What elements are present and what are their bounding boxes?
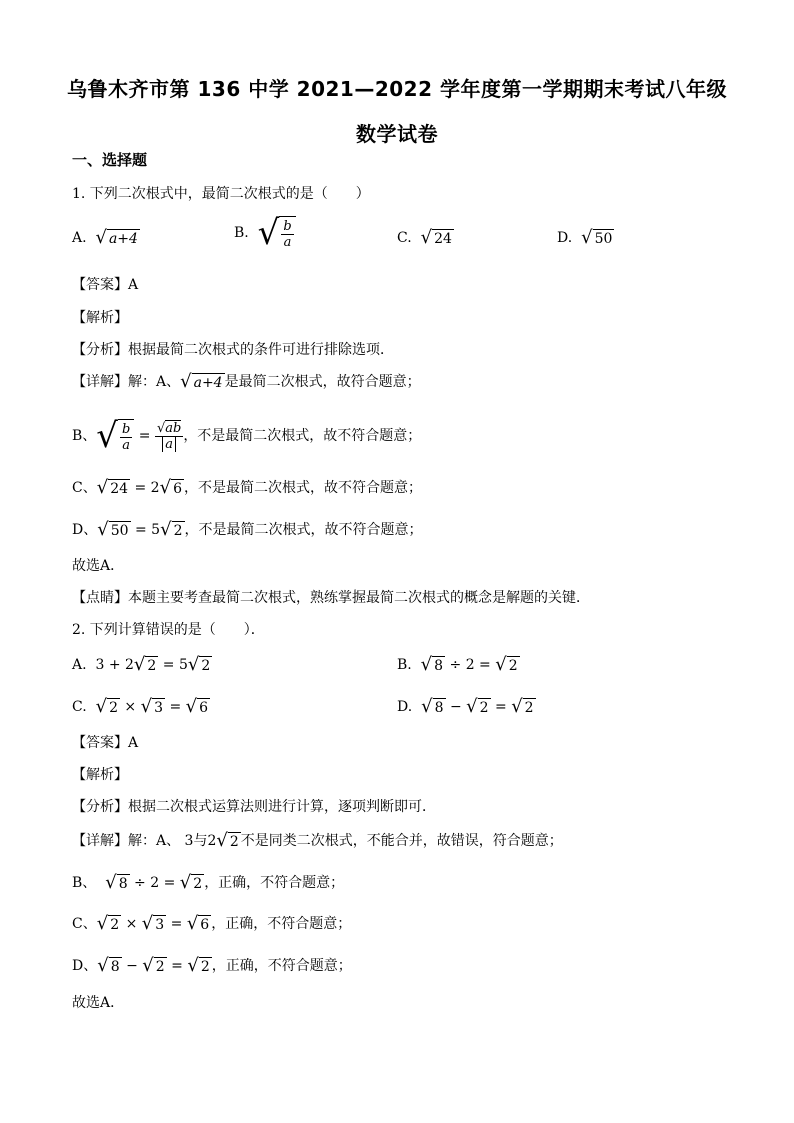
q1-fenxi: 【分析】根据最简二次根式的条件可进行排除选项． <box>72 342 394 358</box>
q1-option-d <box>557 227 614 249</box>
q1-detail-b: B、√ $\frac{b}{a}$ = $\frac{√ab}{a}$ ，不是最简二次根式，故不符合题意； <box>72 416 422 456</box>
q1-option-b <box>234 213 296 253</box>
q1-answer: 【答案】A <box>72 277 139 293</box>
detail-prefix: B、 <box>72 428 97 444</box>
detail-prefix: D、 <box>72 958 98 974</box>
detail-suffix: ，正确，不符合题意； <box>211 958 352 974</box>
option-label: B. <box>234 225 249 241</box>
detail-prefix: C、 <box>72 916 97 932</box>
radicand: a+4 <box>193 374 223 391</box>
option-label: A. <box>72 657 87 673</box>
sqrt-fraction: √ $\frac{b}{a}$ <box>96 418 134 454</box>
sqrt-expr: √ 50 <box>581 227 613 248</box>
sqrt-expr: √ a+4 <box>95 227 138 248</box>
sqrt-fraction: √ $\frac{b}{a}$ <box>258 216 296 250</box>
result-fraction: $\frac{√ab}{a}$ <box>156 420 182 452</box>
q1-option-a <box>72 227 140 249</box>
section-heading: 一、选择题 <box>72 151 148 169</box>
radicand: 24 <box>110 480 129 497</box>
q2-fenxi: 【分析】根据二次根式运算法则进行计算，逐项判断即可． <box>72 799 436 815</box>
option-label: C. <box>72 699 87 715</box>
detail-prefix: 【详解】解：A、 3与 <box>72 833 208 849</box>
detail-prefix: 【详解】解：A、 <box>72 374 181 390</box>
sqrt-expr: √ 50 <box>97 519 129 540</box>
q2-detail-c: C、√ 2 × √ 3 = √ 6 ，正确，不符合题意； <box>72 913 352 934</box>
radicand: 50 <box>110 522 129 539</box>
option-label: A. <box>72 230 87 246</box>
detail-suffix: 是最简二次根式，故符合题意； <box>224 374 421 390</box>
option-label: D. <box>557 230 573 246</box>
option-label: C. <box>397 230 412 246</box>
detail-suffix: ，正确，不符合题意； <box>211 916 352 932</box>
radicand: 24 <box>434 230 452 247</box>
sqrt-expr: √ a+4 <box>180 371 223 392</box>
q1-detail-d: D、√ 50 = 5√ 2 ，不是最简二次根式，故不符合题意； <box>72 519 423 540</box>
sqrt-expr: √ 24 <box>420 227 452 248</box>
q2-option-c: C. √ 2 × √ 3 = √ 6 <box>72 696 209 717</box>
radicand: 50 <box>594 230 613 247</box>
detail-suffix: ，不是最简二次根式，故不符合题意； <box>183 480 422 496</box>
option-label: D. <box>397 699 413 715</box>
numerator: b <box>121 422 131 437</box>
q2-stem: 2. 下列计算错误的是（ ）． <box>72 622 265 638</box>
exam-title-line1: 乌鲁木齐市第 136 中学 2021—2022 学年度第一学期期末考试八年级 <box>67 77 727 101</box>
q2-option-d: D. √ 8 − √ 2 = √ 2 <box>397 696 534 717</box>
detail-suffix: 不是同类二次根式，不能合并，故错误，符合题意； <box>240 833 563 849</box>
detail-prefix: B、 <box>72 875 97 891</box>
detail-suffix: ，正确，不符合题意； <box>204 875 345 891</box>
sqrt-expr: √ 24 <box>96 477 129 498</box>
numerator: b <box>283 219 292 234</box>
radicand: a+4 <box>108 230 138 247</box>
q1-jiexi: 【解析】 <box>72 310 128 326</box>
q1-option-c <box>397 227 454 249</box>
q2-detail-d: D、√ 8 − √ 2 = √ 2 ，正确，不符合题意； <box>72 955 352 976</box>
detail-prefix: C、 <box>72 480 97 496</box>
q2-answer: 【答案】A <box>72 735 139 751</box>
q2-detail-b: B、 √ 8 ÷ 2 = √ 2 ，正确，不符合题意； <box>72 872 345 893</box>
q2-conclusion: 故选A． <box>72 995 125 1011</box>
q1-conclusion: 故选A． <box>72 558 125 574</box>
q2-jiexi: 【解析】 <box>72 767 128 783</box>
denominator: a <box>122 438 131 453</box>
denominator: a <box>283 235 292 250</box>
q2-detail-a: 【详解】解：A、 3与2√ 2 不是同类二次根式，不能合并，故错误，符合题意； <box>72 830 563 851</box>
detail-suffix: ，不是最简二次根式，故不符合题意； <box>183 428 422 444</box>
detail-prefix: D、 <box>72 522 98 538</box>
q1-detail-a <box>72 372 421 392</box>
option-label: B. <box>397 657 412 673</box>
exam-title-line2: 数学试卷 <box>356 122 438 146</box>
q2-option-a: A. 3 + 2√ 2 = 5√ 2 <box>72 654 211 675</box>
q1-stem: 1. 下列二次根式中，最简二次根式的是（ ） <box>72 186 370 202</box>
q2-option-b: B. √ 8 ÷ 2 = √ 2 <box>397 654 518 675</box>
q1-detail-c: C、√ 24 = 2√ 6 ，不是最简二次根式，故不符合题意； <box>72 477 422 498</box>
detail-suffix: ，不是最简二次根式，故不符合题意； <box>184 522 423 538</box>
q1-dianjing: 【点睛】本题主要考查最简二次根式，熟练掌握最简二次根式的概念是解题的关键． <box>72 590 590 606</box>
